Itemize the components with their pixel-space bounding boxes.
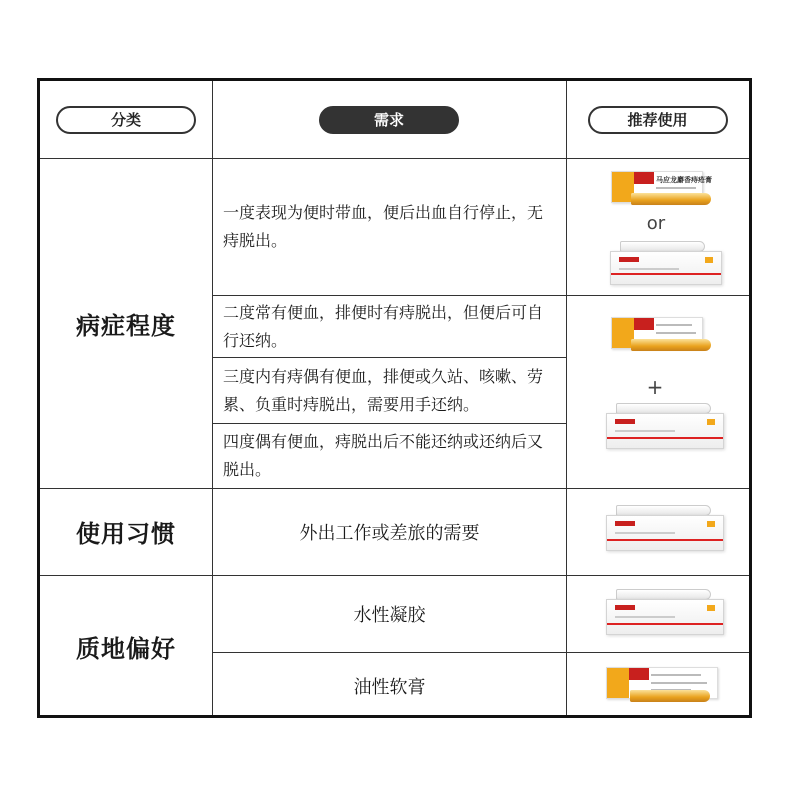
ointment-box-label: 马应龙麝香痔疮膏 — [656, 176, 712, 184]
header-category-cell — [40, 81, 212, 158]
header-need-pill: 需求 — [319, 106, 459, 134]
degree-3-text: 三度内有痔偶有便血，排便或久站、咳嗽、劳累、负重时痔脱出，需要用手还纳。 — [223, 366, 544, 414]
category-texture: 质地偏好 — [76, 635, 176, 663]
header-category-pill: 分类 — [56, 106, 196, 134]
category-habit: 使用习惯 — [76, 520, 176, 548]
header-recommend-cell — [566, 81, 749, 158]
texture-ointment-text: 油性软膏 — [353, 676, 426, 698]
category-symptom: 病症程度 — [76, 311, 176, 340]
degree-2-text: 二度常有便血，排便时有痔脱出，但便后可自行还纳。 — [223, 302, 544, 350]
header-recommend-pill: 推荐使用 — [588, 106, 728, 134]
habit-need-text: 外出工作或差旅的需要 — [299, 523, 480, 544]
texture-gel-text: 水性凝胶 — [353, 605, 426, 626]
comparison-table — [37, 78, 752, 718]
header-need-cell — [212, 81, 566, 158]
connector-plus: + — [646, 375, 664, 399]
col-divider-2 — [566, 81, 567, 715]
degree-4-text: 四度偶有便血，痔脱出后不能还纳或还纳后又脱出。 — [223, 432, 544, 479]
connector-or: or — [646, 213, 666, 234]
degree-1-text: 一度表现为便时带血，便后出血自行停止，无痔脱出。 — [223, 203, 544, 250]
row-divider-texture-img — [566, 652, 749, 653]
